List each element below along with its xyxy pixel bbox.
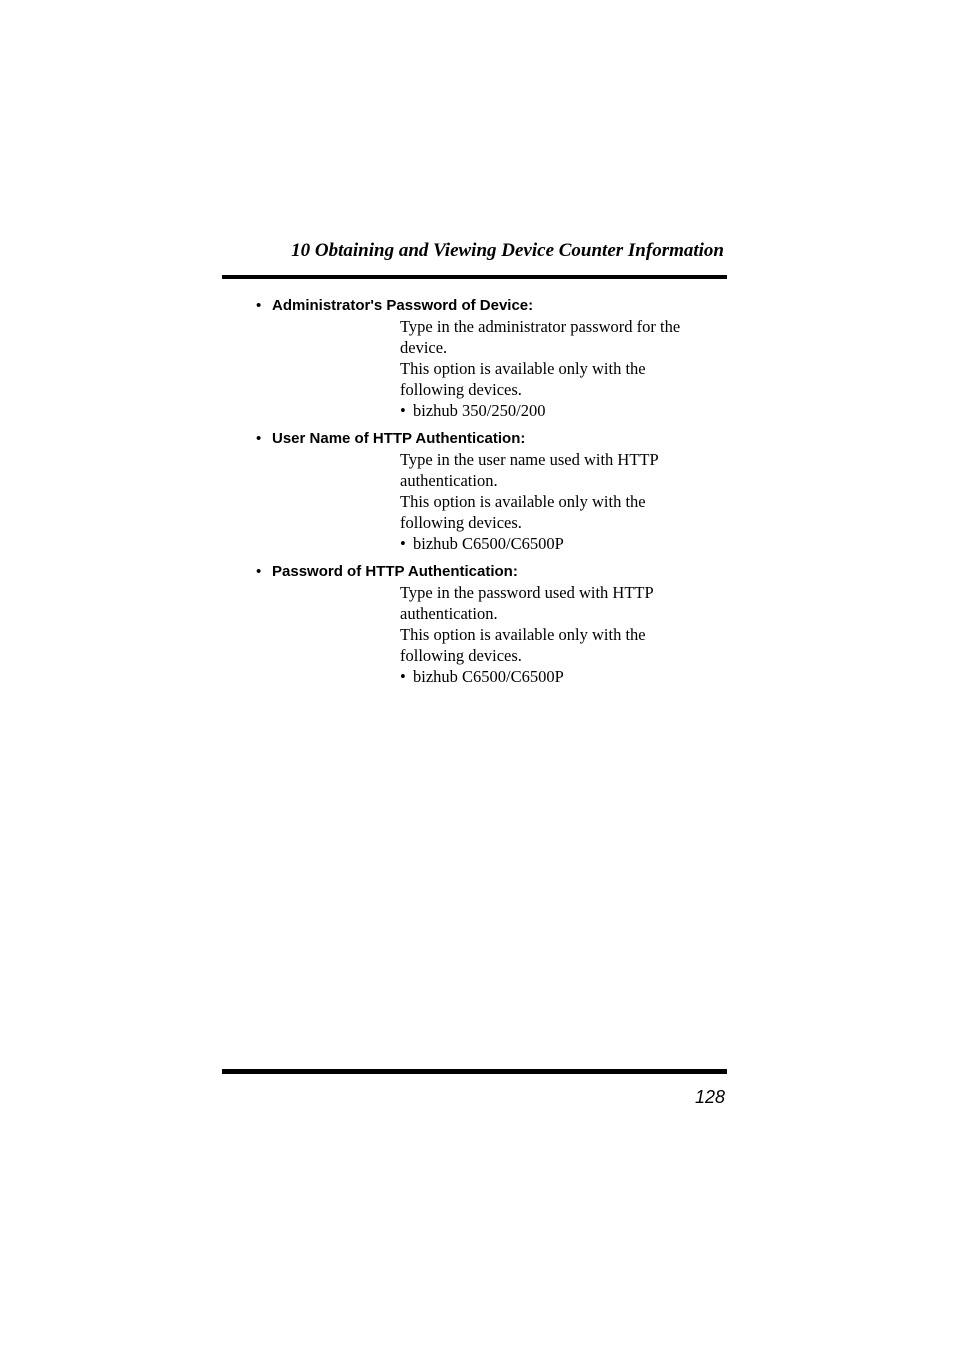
description-line: authentication. <box>400 604 498 623</box>
option-heading-label: User Name of HTTP Authentication: <box>272 430 526 447</box>
device-name: bizhub 350/250/200 <box>413 401 546 420</box>
description-line: This option is available only with the <box>400 625 646 644</box>
device-list-item <box>400 400 726 421</box>
option-description <box>400 449 726 554</box>
description-line: Type in the password used with HTTP <box>400 583 654 602</box>
header-rule <box>222 275 727 279</box>
device-name: bizhub C6500/C6500P <box>413 534 564 553</box>
option-description <box>400 316 726 421</box>
option-heading-label: Password of HTTP Authentication: <box>272 563 518 580</box>
bullet: • <box>400 401 406 420</box>
bullet: • <box>400 667 406 686</box>
option-section-http-password <box>256 561 726 687</box>
page-number: 128 <box>694 1087 725 1107</box>
description-line: following devices. <box>400 513 522 532</box>
description-line: device. <box>400 338 448 357</box>
description-line: Type in the user name used with HTTP <box>400 450 659 469</box>
option-heading-label: Administrator's Password of Device: <box>272 297 534 314</box>
option-section-http-user-name <box>256 428 726 554</box>
device-name: bizhub C6500/C6500P <box>413 667 564 686</box>
bullet: • <box>256 563 262 580</box>
bullet: • <box>256 430 262 447</box>
description-line: following devices. <box>400 646 522 665</box>
device-list-item <box>400 533 726 554</box>
description-line: Type in the administrator password for the <box>400 317 681 336</box>
description-line: This option is available only with the <box>400 492 646 511</box>
option-heading <box>256 561 726 582</box>
description-line: authentication. <box>400 471 498 490</box>
bullet: • <box>400 534 406 553</box>
option-heading <box>256 295 726 316</box>
option-description <box>400 582 726 687</box>
device-list-item <box>400 666 726 687</box>
footer-rule <box>222 1069 727 1074</box>
page-header-title: 10 Obtaining and Viewing Device Counter Information <box>291 240 724 261</box>
description-line: This option is available only with the <box>400 359 646 378</box>
description-line: following devices. <box>400 380 522 399</box>
bullet: • <box>256 297 262 314</box>
option-section-admin-password <box>256 295 726 421</box>
option-heading <box>256 428 726 449</box>
